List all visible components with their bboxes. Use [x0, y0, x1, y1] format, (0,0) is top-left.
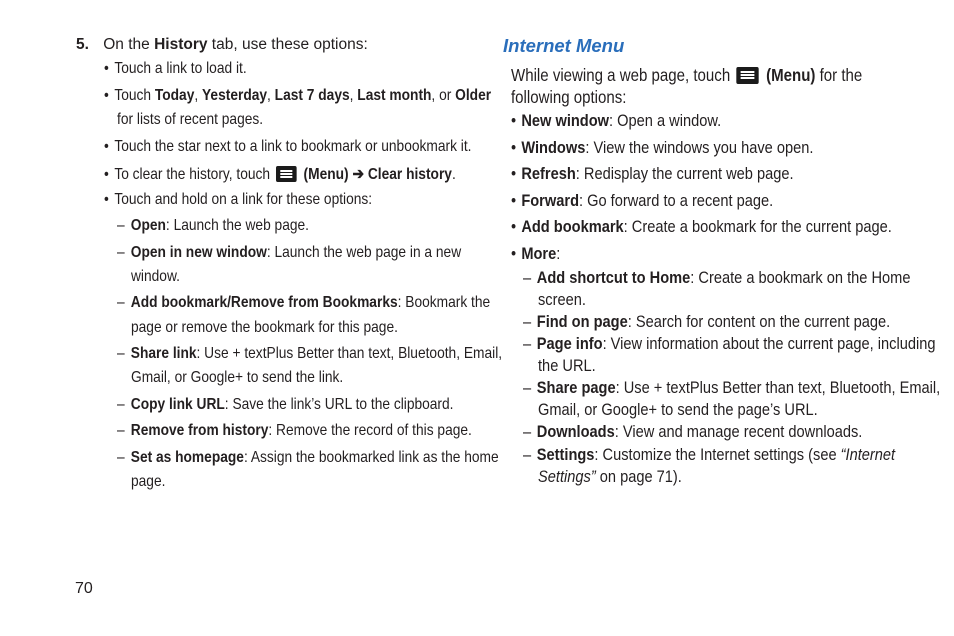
- page-number: 70: [75, 580, 93, 597]
- bullet-windows: • Windows: View the windows you have open.: [511, 138, 814, 157]
- history-tab-label: History: [154, 36, 208, 53]
- bullet-star: • Touch the star next to a link to bookmark or unbookmark it.: [104, 138, 472, 155]
- settings-link[interactable]: “Internet: [840, 445, 896, 464]
- sub-remove-history: – Remove from history: Remove the record of this page.: [117, 422, 472, 439]
- sub-page-info: – Page info: View information about the current page, including: [523, 334, 936, 353]
- sub-share-page: – Share page: Use + textPlus Better than text, Bluetooth, Email,: [523, 378, 941, 397]
- sub-open: – Open: Launch the web page.: [117, 217, 309, 234]
- bullet-forward: • Forward: Go forward to a recent page.: [511, 191, 774, 210]
- step-5: [76, 36, 368, 54]
- menu-icon: [736, 67, 758, 84]
- bullet-more: • More:: [511, 244, 561, 263]
- bullet-touch-periods: • Touch Today, Yesterday, Last 7 days, Last month, or Older: [104, 87, 492, 104]
- sub-share-link: – Share link: Use + textPlus Better than text, Bluetooth, Email,: [117, 345, 503, 362]
- bullet-touch-periods-cont: for lists of recent pages.: [117, 111, 264, 128]
- bullet-new-window: • New window: Open a window.: [511, 111, 722, 130]
- sub-settings: – Settings: Customize the Internet settings (see “Internet: [523, 445, 896, 464]
- sub-add-bookmark: – Add bookmark/Remove from Bookmarks: Bookmark the: [117, 294, 491, 311]
- bullet-touch-hold: • Touch and hold on a link for these options:: [104, 191, 373, 208]
- arrow-icon: ➔: [352, 166, 365, 183]
- bullet-clear-history: • To clear the history, touch (Menu) ➔ Clear history.: [104, 166, 456, 183]
- step-text: On the: [103, 36, 155, 53]
- bullet-refresh: • Refresh: Redisplay the current web page.: [511, 164, 794, 183]
- sub-open-new-window: – Open in new window: Launch the web page in a new: [117, 244, 462, 261]
- sub-settings-cont: Settings” on page 71).: [538, 467, 682, 486]
- intro-text: While viewing a web page, touch (Menu) for the: [511, 65, 863, 85]
- bullet-touch-link: • Touch a link to load it.: [104, 60, 247, 77]
- bullet-add-bookmark: • Add bookmark: Create a bookmark for the current page.: [511, 217, 892, 236]
- step-text-post: tab, use these options:: [207, 36, 368, 53]
- step-number: 5.: [76, 36, 89, 53]
- sub-downloads: – Downloads: View and manage recent downloads.: [523, 422, 863, 441]
- sub-add-shortcut: – Add shortcut to Home: Create a bookmark on the Home: [523, 268, 911, 287]
- sub-copy-link: – Copy link URL: Save the link’s URL to the clipboard.: [117, 396, 454, 413]
- sub-set-homepage: – Set as homepage: Assign the bookmarked link as the home: [117, 449, 499, 466]
- menu-icon: [276, 166, 297, 182]
- settings-link-cont[interactable]: Settings”: [538, 467, 596, 486]
- section-heading: Internet Menu: [503, 35, 625, 56]
- sub-find-on-page: – Find on page: Search for content on the current page.: [523, 312, 891, 331]
